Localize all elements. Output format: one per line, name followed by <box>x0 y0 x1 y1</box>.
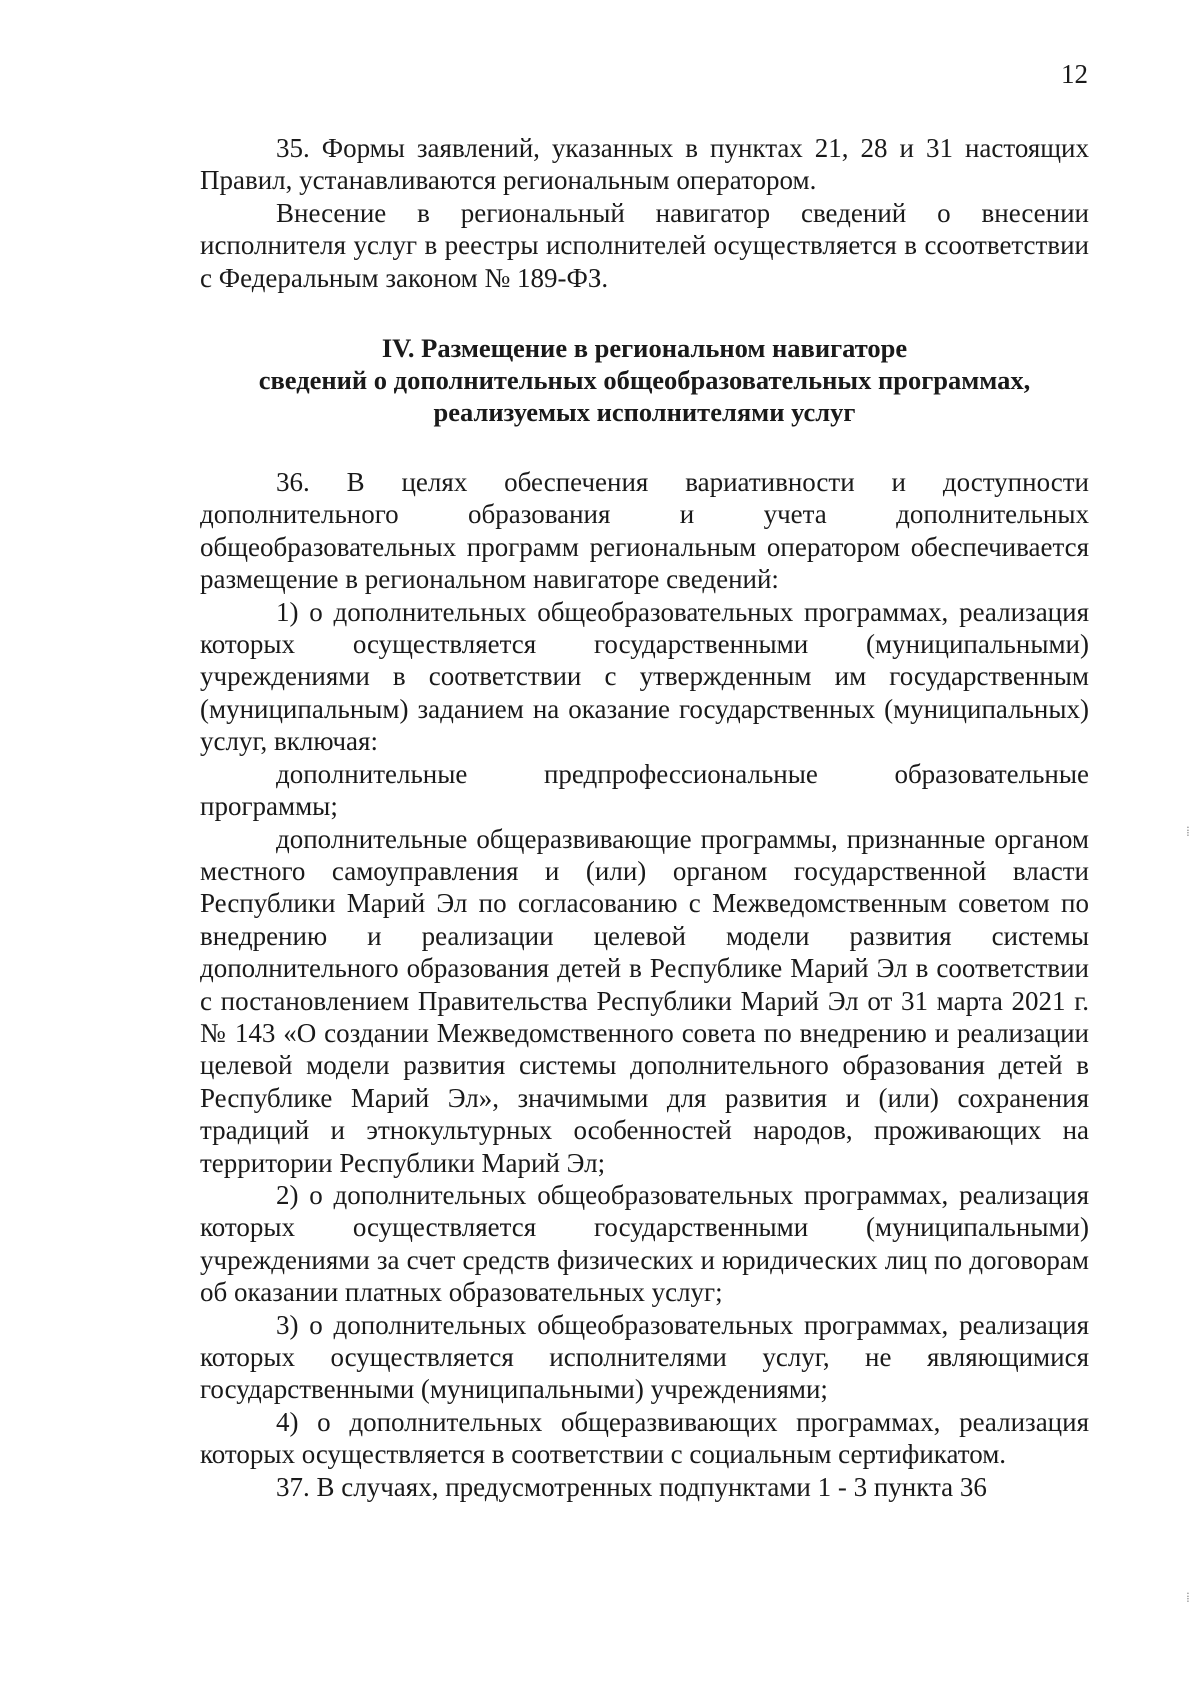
paragraph-navigator-entry: Внесение в региональный навигатор сведений о внесении исполнителя услуг в реестры исполнителей осуществляется в ссоответствии с Федеральным законом № 189-ФЗ. <box>200 197 1089 293</box>
section-heading <box>200 332 1089 428</box>
list-item-preprofessional: дополнительные предпрофессиональные образовательные программы; <box>200 758 1089 822</box>
section-heading-line-3: реализуемых исполнителями услуг <box>433 397 856 428</box>
list-item-1: 1) о дополнительных общеобразовательных программах, реализация которых осуществляется государственными (муниципальными) учреждениями в соответствии с утвержденным им государственным (муниципальным) заданием на оказание государственных (муниципальных) услуг, включая: <box>200 596 1089 757</box>
paragraph-37: 37. В случаях, предусмотренных подпунктами 1 - 3 пункта 36 <box>276 1471 987 1502</box>
section-heading-line-1: IV. Размещение в региональном навигаторе <box>381 333 908 364</box>
list-item-3: 3) о дополнительных общеобразовательных программах, реализация которых осуществляется исполнителями услуг, не являющимися государственными (муниципальными) учреждениями; <box>200 1309 1089 1405</box>
list-item-general-developmental: дополнительные общеразвивающие программы, признанные органом местного самоуправления и (или) органом государственной власти Республики Марий Эл по согласованию с Межведомственным советом по внедрению и реализации целевой модели развития системы дополнительного образования детей в Республике Марий Эл в соответствии с постановлением Правительства Республики Марий Эл от 31 марта 2021 г. № 143 «О создании Межведомственного совета по внедрению и реализации целевой модели развития системы дополнительного образования детей в Республике Марий Эл», значимыми для развития и (или) сохранения традиций и этнокультурных особенностей народов, проживающих на территории Республики Марий Эл; <box>200 823 1089 1178</box>
scan-artifact: ⁞ <box>1186 1591 1190 1606</box>
page-number: 12 <box>1061 59 1088 89</box>
paragraph-36: 36. В целях обеспечения вариативности и доступности дополнительного образования и учета дополнительных общеобразовательных программ региональным оператором обеспечивается размещение в региональном навигаторе сведений: <box>200 467 1089 595</box>
list-item-2: 2) о дополнительных общеобразовательных программах, реализация которых осуществляется государственными (муниципальными) учреждениями за счет средств физических и юридических лиц по договорам об оказании платных образовательных услуг; <box>200 1179 1089 1308</box>
document-body <box>200 132 1089 1503</box>
scan-artifact: ⁞ <box>1186 825 1190 840</box>
list-item-4: 4) о дополнительных общеразвивающих программах, реализация которых осуществляется в соответствии с социальным сертификатом. <box>200 1406 1089 1470</box>
paragraph-35: 35. Формы заявлений, указанных в пунктах 21, 28 и 31 настоящих Правил, устанавливаются региональным оператором. <box>200 133 1089 196</box>
section-heading-line-2: сведений о дополнительных общеобразовательных программах, <box>258 365 1031 396</box>
